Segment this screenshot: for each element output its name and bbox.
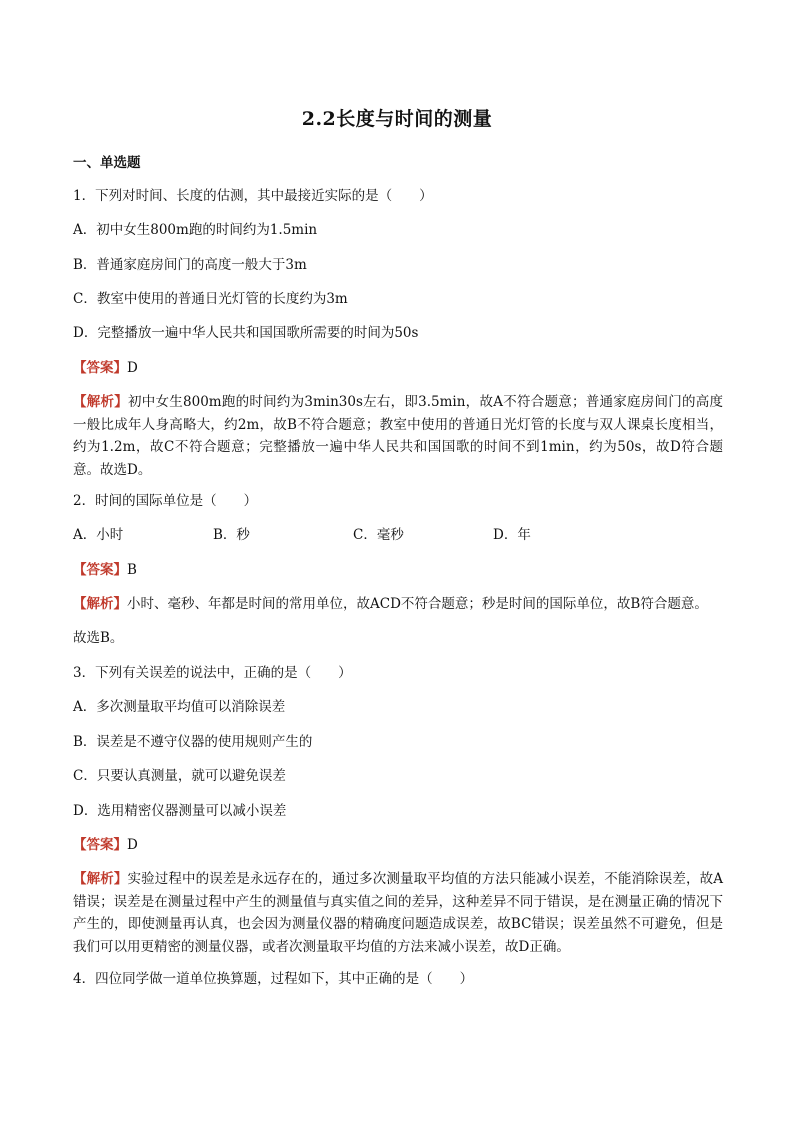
question-1-option-b: B．普通家庭房间门的高度一般大于3m xyxy=(73,257,307,273)
question-4-stem: 4．四位同学做一道单位换算题，过程如下，其中正确的是（ ） xyxy=(73,971,474,987)
question-3-option-c: C．只要认真测量，就可以避免误差 xyxy=(73,768,286,784)
analysis-text: 实验过程中的误差是永远存在的，通过多次测量取平均值的方法只能减小误差，不能消除误差，故A错误；误差是在测量过程中产生的测量值与真实值之间的差异，这种差异不同于错误，是在测量正确的情况下产生的，即使测量再认真，也会因为测量仪器的精确度问题造成误差，故BC错误；误差虽然不可避免，但是我们可以用更精密的测量仪器，或者次测量取平均值的方法来减小误差，故D正确。 xyxy=(73,871,724,955)
answer-tag: 【答案】 xyxy=(73,562,127,578)
question-3-stem: 3．下列有关误差的说法中，正确的是（ ） xyxy=(73,665,352,681)
analysis-tag: 【解析】 xyxy=(73,871,128,887)
page-title: 2.2长度与时间的测量 xyxy=(301,108,493,130)
question-2-option-a: A．小时 xyxy=(73,527,124,543)
question-2-analysis-end: 故选B。 xyxy=(73,630,124,646)
question-1-analysis xyxy=(73,391,723,481)
answer-value: B xyxy=(127,562,137,578)
question-1-option-d: D．完整播放一遍中华人民共和国国歌所需要的时间为50s xyxy=(73,325,419,341)
question-3-answer xyxy=(73,837,138,853)
question-2-option-c: C．毫秒 xyxy=(353,527,404,543)
question-1-option-c: C．教室中使用的普通日光灯管的长度约为3m xyxy=(73,291,348,307)
analysis-tag: 【解析】 xyxy=(73,394,129,410)
question-3-analysis xyxy=(73,868,723,958)
answer-tag: 【答案】 xyxy=(73,360,127,376)
question-2-answer xyxy=(73,562,137,578)
question-3-option-a: A．多次测量取平均值可以消除误差 xyxy=(73,699,286,715)
question-2-option-b: B．秒 xyxy=(213,527,250,543)
question-3-option-d: D．选用精密仪器测量可以减小误差 xyxy=(73,803,287,819)
analysis-text: 初中女生800m跑的时间约为3min30s左右，即3.5min，故A不符合题意；普通家庭房间门的高度一般比成年人身高略大，约2m，故B不符合题意；教室中使用的普通日光灯管的长度与双人课桌长度相当，约为1.2m，故C不符合题意；完整播放一遍中华人民共和国国歌的时间不到1min，约为50s，故D符合题意。故选D。 xyxy=(73,394,724,478)
analysis-tag: 【解析】 xyxy=(73,596,127,612)
question-2-option-d: D．年 xyxy=(493,527,531,543)
answer-value: D xyxy=(127,360,138,376)
question-1-answer xyxy=(73,360,138,376)
question-2-options xyxy=(73,527,633,543)
question-3-option-b: B．误差是不遵守仪器的使用规则产生的 xyxy=(73,734,313,750)
analysis-text: 小时、毫秒、年都是时间的常用单位，故ACD不符合题意；秒是时间的国际单位，故B符合题意。 xyxy=(127,596,708,612)
question-2-analysis xyxy=(73,596,708,612)
question-1-option-a: A．初中女生800m跑的时间约为1.5min xyxy=(73,222,318,238)
question-1-stem: 1．下列对时间、长度的估测，其中最接近实际的是（ ） xyxy=(73,188,433,204)
question-2-stem: 2．时间的国际单位是（ ） xyxy=(73,493,258,509)
answer-value: D xyxy=(127,837,138,853)
section-heading: 一、单选题 xyxy=(73,155,141,171)
answer-tag: 【答案】 xyxy=(73,837,127,853)
